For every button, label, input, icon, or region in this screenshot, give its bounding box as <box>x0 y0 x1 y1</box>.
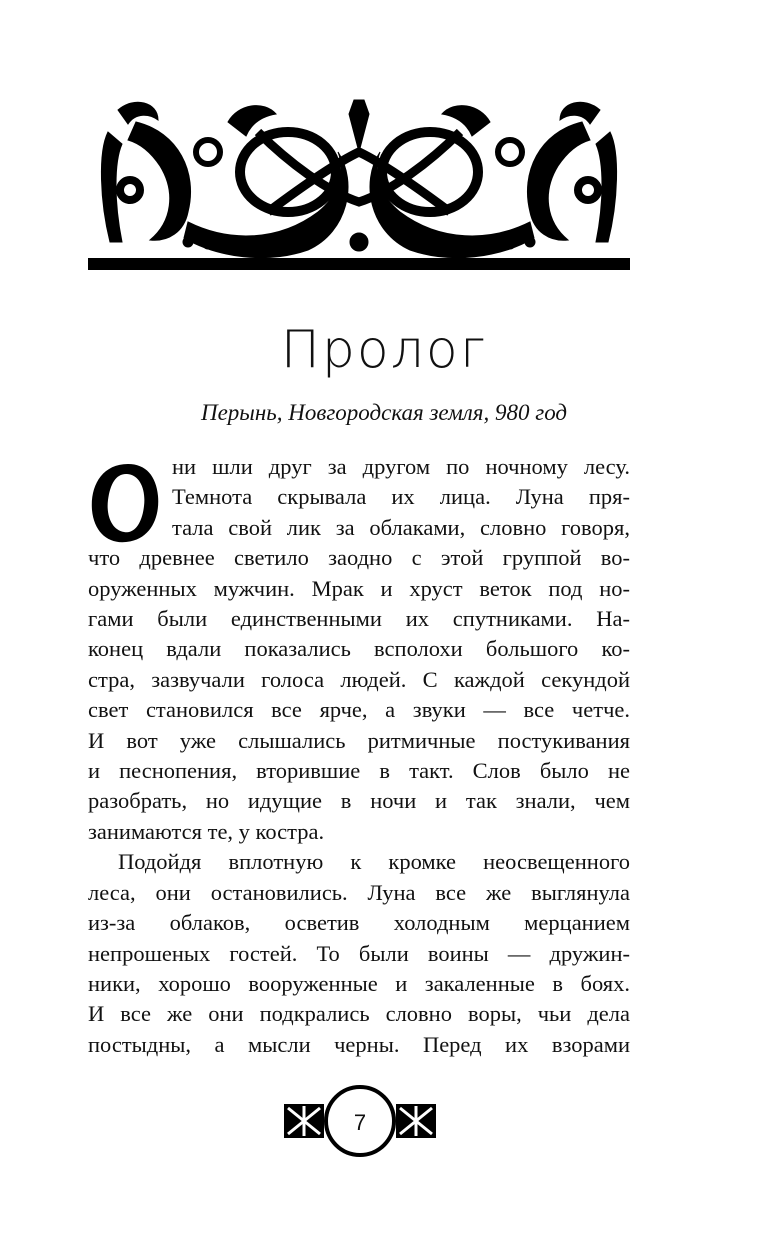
header-rule <box>88 258 630 270</box>
text-line: тала свой лик за облаками, словно говоря, <box>172 514 630 540</box>
text-line: Подойдя вплотную к кромке неосвещенного <box>118 849 630 875</box>
chapter-subtitle: Перынь, Новгородская земля, 980 год <box>200 400 568 425</box>
dropcap-letter <box>88 460 162 546</box>
text-line: стра, зазвучали голоса людей. С каждой секундой <box>88 666 630 692</box>
text-line: постыдны, а мысли черны. Перед их взорами <box>88 1031 630 1057</box>
text-line: непрошеных гостей. То были воины — дружин- <box>88 940 630 966</box>
text-line: конец вдали показались всполохи большого ко- <box>88 636 630 662</box>
text-line: занимаются те, у костра. <box>88 818 325 844</box>
text-line: И все же они подкрались словно воры, чьи дела <box>88 1001 630 1027</box>
chapter-title: Пролог <box>280 320 488 380</box>
text-line: И вот уже слышались ритмичные постукивания <box>88 727 630 753</box>
text-line: и песнопения, вторившие в такт. Слов было не <box>88 758 630 784</box>
paragraph-1 <box>88 452 630 847</box>
text-line: из-за облаков, осветив холодным мерцанием <box>88 910 630 936</box>
text-line: ники, хорошо вооруженные и закаленные в боях. <box>88 970 630 996</box>
text-line: оруженных мужчин. Мрак и хруст веток под но- <box>88 575 630 601</box>
text-line: гами были единственными их спутниками. На- <box>88 606 630 632</box>
text-line: разобрать, но идущие в ночи и так знали, чем <box>88 788 630 814</box>
dragon-ornament-icon <box>88 92 630 270</box>
body-text <box>88 452 630 1060</box>
text-line: что древнее светило заодно с этой группой во- <box>88 545 630 571</box>
text-line: Темнота скрывала их лица. Луна пря- <box>172 484 630 510</box>
text-line: свет становился все ярче, а звуки — все четче. <box>88 697 630 723</box>
paragraph-2 <box>88 847 630 1060</box>
text-line: ни шли друг за другом по ночному лесу. <box>172 454 630 479</box>
page-number: 7 <box>353 1110 367 1135</box>
text-line: леса, они остановились. Луна все же выглянула <box>88 879 630 905</box>
